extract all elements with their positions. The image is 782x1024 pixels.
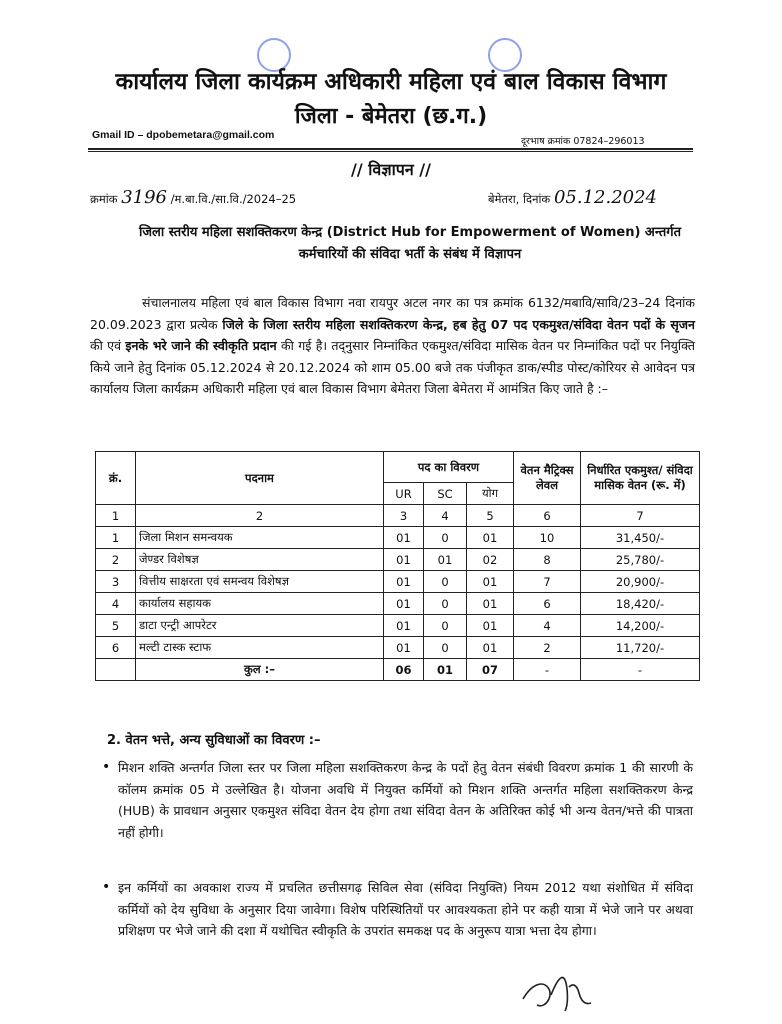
header-ur: UR <box>384 483 424 505</box>
table-row <box>96 549 700 571</box>
row-salary: 14,200/- <box>581 615 700 637</box>
row-level: 4 <box>514 615 581 637</box>
header-divider <box>88 148 693 150</box>
row-ur: 01 <box>384 615 424 637</box>
total-total: 07 <box>467 659 514 681</box>
para-text-e: की गई है। तद्नुसार निम्नांकित एकमुश्त/संविदा मासिक वेतन पर निम्नांकित पदों पर नियुक्ति किये जाने हेतु दिनांक 05.12.2024 से 20.12.2024 को शाम 05.00 बजे तक पंजीकृत डाक/स्पीड पोस्ट/कोरियर से आवेदन पत्र कार्यालय जिला कार्यक्रम अधिकारी महिला एवं बाल विकास विभाग बेमेतरा जिला बेमेतरा में आमंत्रित किए जाते है :– <box>90 338 695 396</box>
subject <box>100 222 720 266</box>
row-total: 01 <box>467 527 514 549</box>
total-row <box>96 659 700 681</box>
ref-prefix: क्रमांक <box>90 192 118 206</box>
column-number: 3 <box>384 505 424 527</box>
row-level: 8 <box>514 549 581 571</box>
gmail-id: Gmail ID – dpobemetara@gmail.com <box>92 129 275 141</box>
column-number: 4 <box>424 505 467 527</box>
row-salary: 18,420/- <box>581 593 700 615</box>
column-number: 6 <box>514 505 581 527</box>
row-total: 02 <box>467 549 514 571</box>
para-bold-d: इनके भरे जाने की स्वीकृति प्रदान <box>125 338 277 353</box>
row-total: 01 <box>467 637 514 659</box>
row-sc: 0 <box>424 615 467 637</box>
total-label: कुल :– <box>136 659 384 681</box>
header-salary: निर्धारित एकमुश्त/ संविदा मासिक वेतन (रू. में) <box>581 452 700 505</box>
row-sn: 5 <box>96 615 136 637</box>
row-sc: 0 <box>424 527 467 549</box>
ref-number: 3196 <box>121 187 167 208</box>
para-text-a: संचालनालय महिला एवं बाल विकास विभाग नवा रायपुर अटल नगर का पत्र क्रमांक 6132/मबावि/सावि/23–24 दिनांक 20.09.2023 द्वारा प्रत्येक <box>90 295 695 332</box>
phone-number: दूरभाष क्रमांक 07824–296013 <box>521 136 645 147</box>
total-level: - <box>514 659 581 681</box>
row-post: मल्टी टास्क स्टाफ <box>136 637 384 659</box>
row-post: कार्यालय सहायक <box>136 593 384 615</box>
row-level: 7 <box>514 571 581 593</box>
total-salary: - <box>581 659 700 681</box>
subject-line-2: कर्मचारियों की संविदा भर्ती के संबंध में विज्ञापन <box>298 247 522 262</box>
row-post: डाटा एन्ट्री आपरेटर <box>136 615 384 637</box>
table-row <box>96 571 700 593</box>
notice-heading: // विज्ञापन // <box>351 160 431 179</box>
total-sc: 01 <box>424 659 467 681</box>
table-body <box>96 527 700 659</box>
table-header-row <box>96 452 700 483</box>
row-sn: 1 <box>96 527 136 549</box>
reference-line <box>90 187 296 208</box>
date-line <box>488 187 657 208</box>
row-sn: 3 <box>96 571 136 593</box>
subject-line-1: जिला स्तरीय महिला सशक्तिकरण केन्द्र (District Hub for Empowerment of Women) अन्तर्गत <box>139 225 681 240</box>
body-paragraph <box>90 292 695 400</box>
total-empty <box>96 659 136 681</box>
row-sc: 0 <box>424 637 467 659</box>
row-post: जिला मिशन समन्वयक <box>136 527 384 549</box>
posts-table <box>95 451 700 681</box>
row-sn: 2 <box>96 549 136 571</box>
row-sn: 6 <box>96 637 136 659</box>
office-title: कार्यालय जिला कार्यक्रम अधिकारी महिला एवं बाल विकास विभाग <box>115 69 667 95</box>
table-row <box>96 615 700 637</box>
row-salary: 31,450/- <box>581 527 700 549</box>
total-ur: 06 <box>384 659 424 681</box>
date-prefix: बेमेतरा, दिनांक <box>488 192 551 206</box>
row-ur: 01 <box>384 593 424 615</box>
row-sc: 0 <box>424 593 467 615</box>
header-sn: क्रं. <box>96 452 136 505</box>
column-number: 5 <box>467 505 514 527</box>
row-ur: 01 <box>384 549 424 571</box>
row-sn: 4 <box>96 593 136 615</box>
row-sc: 01 <box>424 549 467 571</box>
para-text-c: की एवं <box>90 338 126 353</box>
header-post: पदनाम <box>136 452 384 505</box>
row-ur: 01 <box>384 637 424 659</box>
header-detail: पद का विवरण <box>384 452 514 483</box>
signature-mark <box>515 965 595 1015</box>
row-ur: 01 <box>384 571 424 593</box>
column-number: 1 <box>96 505 136 527</box>
header-divider-thin <box>88 151 693 152</box>
row-total: 01 <box>467 615 514 637</box>
bullet-icon: • <box>102 879 111 895</box>
bullet-icon: • <box>102 759 111 775</box>
row-salary: 11,720/- <box>581 637 700 659</box>
table-row <box>96 637 700 659</box>
row-ur: 01 <box>384 527 424 549</box>
bullet-paragraph-1: मिशन शक्ति अन्तर्गत जिला स्तर पर जिला महिला सशक्तिकरण केन्द्र के पदों हेतु वेतन संबंधी विवरण क्रमांक 1 की सारणी के कॉलम क्रमांक 05 मे उल्लेखित है। योजना अवधि में नियुक्त कर्मियों को मिशन शक्ति अन्तर्गत महिला सशक्तिकरण केन्द्र (HUB) के प्रावधान अनुसार एकमुश्त संविदा वेतन देय होगा तथा संविदा वेतन के अतिरिक्त कोई भी अन्य वेतन/भत्ते की पात्रता नहीं होगी। <box>118 760 693 840</box>
date-value: 05.12.2024 <box>553 187 657 208</box>
para-bold-b: जिले के जिला स्तरीय महिला सशक्तिकरण केन्द्र, हब हेतु 07 पद एकमुश्त/संविदा वेतन पदों के सृजन <box>222 316 695 332</box>
header-matrix: वेतन मैट्रिक्स लेवल <box>514 452 581 505</box>
column-number: 2 <box>136 505 384 527</box>
row-salary: 25,780/- <box>581 549 700 571</box>
table-row <box>96 593 700 615</box>
header-sc: SC <box>424 483 467 505</box>
row-total: 01 <box>467 593 514 615</box>
row-post: वित्तीय साक्षरता एवं समन्वय विशेषज्ञ <box>136 571 384 593</box>
row-total: 01 <box>467 571 514 593</box>
table-row <box>96 527 700 549</box>
row-post: जेण्डर विशेषज्ञ <box>136 549 384 571</box>
ref-suffix: /म.बा.वि./सा.वि./2024–25 <box>170 192 297 206</box>
column-number-row <box>96 505 700 527</box>
row-level: 10 <box>514 527 581 549</box>
section-2-heading: 2. वेतन भत्ते, अन्य सुविधाओं का विवरण :– <box>107 733 321 748</box>
row-salary: 20,900/- <box>581 571 700 593</box>
row-level: 6 <box>514 593 581 615</box>
row-sc: 0 <box>424 571 467 593</box>
column-number: 7 <box>581 505 700 527</box>
row-level: 2 <box>514 637 581 659</box>
header-total: योग <box>467 483 514 505</box>
district-title: जिला - बेमेतरा (छ.ग.) <box>294 104 488 129</box>
bullet-paragraph-2: इन कर्मियों का अवकाश राज्य में प्रचलित छत्तीसगढ़ सिविल सेवा (संविदा नियुक्ति) नियम 2012 यथा संशोधित में संविदा कर्मियों को देय सुविधा के अनुसार दिया जावेगा। विशेष परिस्थितियों पर आवश्यकता होने पर कही यात्रा में भेजे जाने पर अथवा प्रशिक्षण पर भेजे जाने की दशा में यथोचित स्वीकृति के उपरांत समकक्ष पद के अनुरूप यात्रा भत्ता देय होगा। <box>118 880 693 938</box>
